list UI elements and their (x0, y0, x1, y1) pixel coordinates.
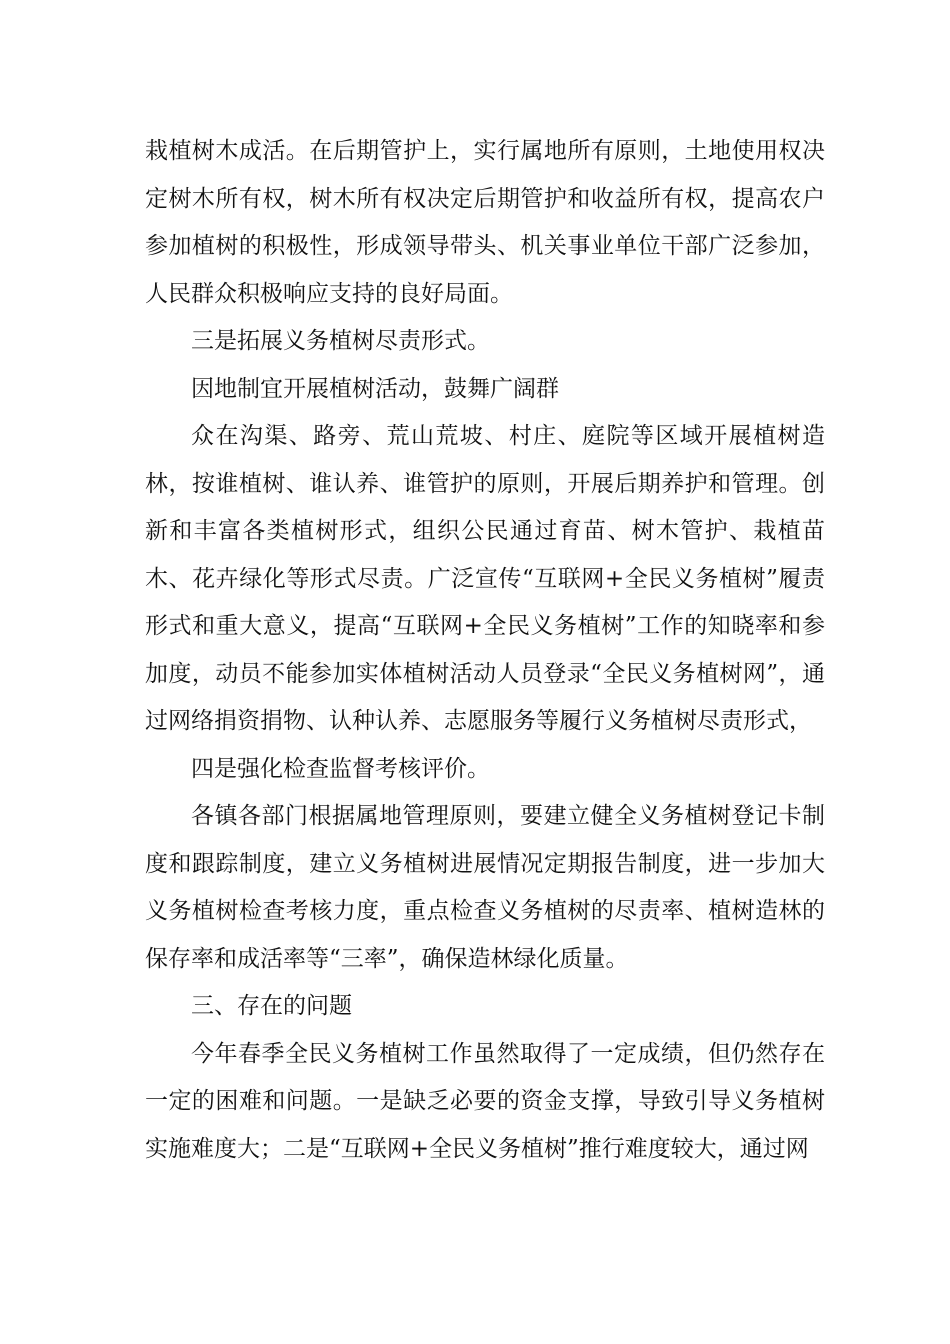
heading-inspection-evaluation: 四是强化检查监督考核评价。 (191, 755, 490, 782)
document-body (145, 128, 825, 1173)
paragraph-inspection-system: 各镇各部门根据属地管理原则，要建立健全义务植树登记卡制度和跟踪制度，建立义务植树进展情况定期报告制度，进一步加大义务植树检查考核力度，重点检查义务植树的尽责率、植树造林的保存率和成活率等“三率”，确保造林绿化质量。 (145, 803, 825, 972)
paragraph-planting-management: 栽植树木成活。在后期管护上，实行属地所有原则，土地使用权决定树木所有权，树木所有权决定后期管护和收益所有权，提高农户参加植树的积极性，形成领导带头、机关事业单位干部广泛参加，人民群众积极响应支持的良好局面。 (145, 138, 825, 307)
heading-existing-problems: 三、存在的问题 (191, 993, 352, 1019)
paragraph-problems-detail: 今年春季全民义务植树工作虽然取得了一定成绩，但仍然存在一定的困难和问题。一是缺乏必要的资金支撑，导致引导义务植树实施难度大；二是“互联网+全民义务植树”推行难度较大，通过网 (145, 1040, 825, 1162)
heading-expand-forms: 三是拓展义务植树尽责形式。 (191, 328, 490, 354)
paragraph-public-participation: 众在沟渠、路旁、荒山荒坡、村庄、庭院等区域开展植树造林，按谁植树、谁认养、谁管护的原则，开展后期养护和管理。创新和丰富各类植树形式，组织公民通过育苗、树木管护、栽植苗木、花卉绿化等形式尽责。广泛宣传“互联网+全民义务植树”履责形式和重大意义，提高“互联网+全民义务植树”工作的知晓率和参加度，动员不能参加实体植树活动人员登录“全民义务植树网”，通过网络捐资捐物、认种认养、志愿服务等履行义务植树尽责形式， (145, 423, 825, 734)
paragraph-local-activities: 因地制宜开展植树活动，鼓舞广阔群 (191, 375, 559, 402)
